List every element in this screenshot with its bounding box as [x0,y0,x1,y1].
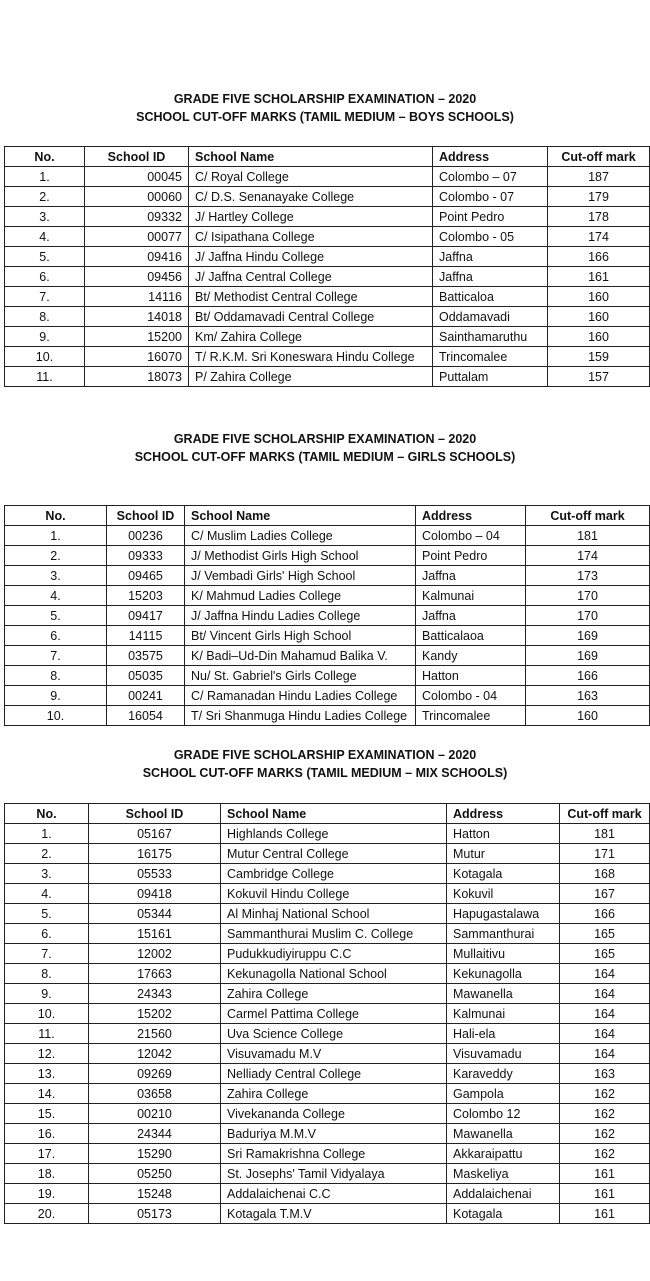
school-id: 15203 [107,586,185,606]
school-name: T/ Sri Shanmuga Hindu Ladies College [185,706,416,726]
table-header-row [5,804,650,824]
address: Colombo – 04 [416,526,526,546]
school-id: 14018 [85,307,189,327]
cutoff-mark: 161 [560,1164,650,1184]
row-number: 20. [5,1204,89,1224]
row-number: 4. [5,884,89,904]
school-id: 00060 [85,187,189,207]
school-id: 00210 [89,1104,221,1124]
address: Colombo - 04 [416,686,526,706]
address: Akkaraipattu [447,1144,560,1164]
school-id: 21560 [89,1024,221,1044]
school-id: 17663 [89,964,221,984]
address: Maskeliya [447,1164,560,1184]
row-number: 10. [5,706,107,726]
school-name: T/ R.K.M. Sri Koneswara Hindu College [189,347,433,367]
row-number: 4. [5,227,85,247]
table-row [5,626,650,646]
table-row [5,307,650,327]
school-id: 00077 [85,227,189,247]
cutoff-mark: 162 [560,1084,650,1104]
girls-title-line1: GRADE FIVE SCHOLARSHIP EXAMINATION – 2020 [173,432,477,446]
address: Sammanthurai [447,924,560,944]
row-number: 8. [5,307,85,327]
row-number: 7. [5,287,85,307]
mix-title-line2: SCHOOL CUT-OFF MARKS (TAMIL MEDIUM – MIX SCHOOLS) [142,766,508,780]
school-name: K/ Badi–Ud-Din Mahamud Balika V. [185,646,416,666]
row-number: 10. [5,1004,89,1024]
cutoff-mark: 164 [560,1044,650,1064]
cutoff-mark: 174 [548,227,650,247]
school-id: 15200 [85,327,189,347]
address: Trincomalee [416,706,526,726]
school-name: Pudukkudiyiruppu C.C [221,944,447,964]
school-name: Zahira College [221,984,447,1004]
address: Kotagala [447,864,560,884]
cutoff-mark: 167 [560,884,650,904]
address: Visuvamadu [447,1044,560,1064]
cutoff-mark: 179 [548,187,650,207]
address: Kandy [416,646,526,666]
cutoff-mark: 157 [548,367,650,387]
address: Kekunagolla [447,964,560,984]
school-name: J/ Methodist Girls High School [185,546,416,566]
address: Colombo 12 [447,1104,560,1124]
header-school-name: School Name [185,506,416,526]
address: Kalmunai [416,586,526,606]
row-number: 9. [5,686,107,706]
cutoff-mark: 164 [560,984,650,1004]
table-row [5,207,650,227]
table-row [5,1204,650,1224]
table-row [5,1004,650,1024]
row-number: 5. [5,904,89,924]
table-row [5,1024,650,1044]
header-school-id: School ID [107,506,185,526]
table-row [5,1184,650,1204]
row-number: 2. [5,844,89,864]
row-number: 2. [5,187,85,207]
school-name: Nu/ St. Gabriel's Girls College [185,666,416,686]
cutoff-mark: 161 [560,1204,650,1224]
row-number: 9. [5,327,85,347]
cutoff-mark: 163 [560,1064,650,1084]
school-id: 09456 [85,267,189,287]
table-row [5,646,650,666]
cutoff-mark: 164 [560,1024,650,1044]
cutoff-mark: 162 [560,1144,650,1164]
table-row [5,844,650,864]
school-name: C/ Muslim Ladies College [185,526,416,546]
row-number: 6. [5,267,85,287]
row-number: 5. [5,247,85,267]
address: Mawanella [447,984,560,1004]
cutoff-mark: 169 [526,646,650,666]
header-address: Address [447,804,560,824]
table-row [5,287,650,307]
row-number: 9. [5,984,89,1004]
boys-title-line2: SCHOOL CUT-OFF MARKS (TAMIL MEDIUM – BOYS SCHOOLS) [136,110,514,124]
cutoff-mark: 164 [560,964,650,984]
school-name: Visuvamadu M.V [221,1044,447,1064]
address: Point Pedro [433,207,548,227]
row-number: 13. [5,1064,89,1084]
school-id: 09418 [89,884,221,904]
row-number: 5. [5,606,107,626]
cutoff-mark: 165 [560,944,650,964]
header-cutoff: Cut-off mark [526,506,650,526]
school-name: Cambridge College [221,864,447,884]
header-school-name: School Name [189,147,433,167]
table-row [5,347,650,367]
row-number: 3. [5,566,107,586]
cutoff-mark: 170 [526,606,650,626]
school-name: Al Minhaj National School [221,904,447,924]
table-row [5,267,650,287]
school-id: 05344 [89,904,221,924]
row-number: 4. [5,586,107,606]
address: Point Pedro [416,546,526,566]
school-id: 09332 [85,207,189,227]
school-id: 14115 [107,626,185,646]
address: Gampola [447,1084,560,1104]
school-name: Km/ Zahira College [189,327,433,347]
school-name: J/ Jaffna Hindu College [189,247,433,267]
cutoff-mark: 181 [526,526,650,546]
school-id: 09416 [85,247,189,267]
cutoff-mark: 160 [548,307,650,327]
girls-title-line2: SCHOOL CUT-OFF MARKS (TAMIL MEDIUM – GIRLS SCHOOLS) [134,450,516,464]
row-number: 17. [5,1144,89,1164]
school-id: 18073 [85,367,189,387]
cutoff-mark: 166 [560,904,650,924]
school-id: 14116 [85,287,189,307]
mix-title-line1: GRADE FIVE SCHOLARSHIP EXAMINATION – 2020 [173,748,477,762]
school-id: 12002 [89,944,221,964]
school-id: 16070 [85,347,189,367]
school-name: Bt/ Methodist Central College [189,287,433,307]
row-number: 3. [5,207,85,227]
school-name: St. Josephs' Tamil Vidyalaya [221,1164,447,1184]
school-id: 05167 [89,824,221,844]
school-id: 05035 [107,666,185,686]
school-name: J/ Jaffna Central College [189,267,433,287]
row-number: 6. [5,626,107,646]
cutoff-mark: 159 [548,347,650,367]
address: Sainthamaruthu [433,327,548,347]
address: Hatton [416,666,526,686]
table-row [5,1124,650,1144]
school-name: J/ Jaffna Hindu Ladies College [185,606,416,626]
school-name: Addalaichenai C.C [221,1184,447,1204]
address: Colombo - 05 [433,227,548,247]
row-number: 12. [5,1044,89,1064]
school-name: C/ Isipathana College [189,227,433,247]
row-number: 15. [5,1104,89,1124]
school-id: 09465 [107,566,185,586]
table-row [5,706,650,726]
row-number: 16. [5,1124,89,1144]
address: Mullaitivu [447,944,560,964]
header-address: Address [416,506,526,526]
mix-table [4,803,650,1224]
school-name: Sammanthurai Muslim C. College [221,924,447,944]
school-id: 09333 [107,546,185,566]
row-number: 2. [5,546,107,566]
row-number: 14. [5,1084,89,1104]
address: Mawanella [447,1124,560,1144]
address: Jaffna [416,566,526,586]
school-name: Kotagala T.M.V [221,1204,447,1224]
row-number: 11. [5,367,85,387]
address: Batticalaoa [416,626,526,646]
cutoff-mark: 160 [548,327,650,347]
table-row [5,167,650,187]
row-number: 8. [5,964,89,984]
table-row [5,606,650,626]
address: Kotagala [447,1204,560,1224]
cutoff-mark: 160 [526,706,650,726]
school-name: Baduriya M.M.V [221,1124,447,1144]
cutoff-mark: 161 [548,267,650,287]
table-row [5,944,650,964]
school-id: 00241 [107,686,185,706]
boys-title-line1: GRADE FIVE SCHOLARSHIP EXAMINATION – 2020 [173,92,477,106]
cutoff-mark: 160 [548,287,650,307]
address: Hatton [447,824,560,844]
school-name: Mutur Central College [221,844,447,864]
cutoff-mark: 181 [560,824,650,844]
address: Jaffna [433,267,548,287]
cutoff-mark: 174 [526,546,650,566]
table-row [5,526,650,546]
school-name: J/ Hartley College [189,207,433,227]
table-header-row [5,147,650,167]
school-id: 00045 [85,167,189,187]
table-row [5,964,650,984]
address: Puttalam [433,367,548,387]
school-id: 15290 [89,1144,221,1164]
school-id: 03575 [107,646,185,666]
row-number: 7. [5,646,107,666]
header-school-id: School ID [89,804,221,824]
cutoff-mark: 178 [548,207,650,227]
school-name: C/ Ramanadan Hindu Ladies College [185,686,416,706]
header-cutoff: Cut-off mark [560,804,650,824]
school-name: Carmel Pattima College [221,1004,447,1024]
school-name: Kokuvil Hindu College [221,884,447,904]
table-header-row [5,506,650,526]
table-row [5,1144,650,1164]
school-id: 16054 [107,706,185,726]
school-name: Zahira College [221,1084,447,1104]
school-name: Nelliady Central College [221,1064,447,1084]
school-name: Vivekananda College [221,1104,447,1124]
row-number: 19. [5,1184,89,1204]
address: Oddamavadi [433,307,548,327]
address: Hali-ela [447,1024,560,1044]
cutoff-mark: 171 [560,844,650,864]
row-number: 18. [5,1164,89,1184]
school-name: Bt/ Vincent Girls High School [185,626,416,646]
school-id: 09417 [107,606,185,626]
row-number: 6. [5,924,89,944]
table-row [5,884,650,904]
address: Karaveddy [447,1064,560,1084]
cutoff-mark: 163 [526,686,650,706]
table-row [5,824,650,844]
table-row [5,227,650,247]
header-school-name: School Name [221,804,447,824]
table-row [5,1044,650,1064]
row-number: 1. [5,824,89,844]
table-row [5,247,650,267]
school-name: Bt/ Oddamavadi Central College [189,307,433,327]
school-id: 15248 [89,1184,221,1204]
row-number: 11. [5,1024,89,1044]
school-name: Sri Ramakrishna College [221,1144,447,1164]
address: Batticaloa [433,287,548,307]
row-number: 1. [5,526,107,546]
school-id: 15202 [89,1004,221,1024]
school-name: C/ D.S. Senanayake College [189,187,433,207]
school-id: 00236 [107,526,185,546]
address: Colombo - 07 [433,187,548,207]
girls-table [4,505,650,726]
table-row [5,1084,650,1104]
header-address: Address [433,147,548,167]
table-row [5,586,650,606]
row-number: 3. [5,864,89,884]
school-id: 03658 [89,1084,221,1104]
school-name: J/ Vembadi Girls' High School [185,566,416,586]
address: Addalaichenai [447,1184,560,1204]
school-id: 12042 [89,1044,221,1064]
school-id: 05173 [89,1204,221,1224]
header-no: No. [5,147,85,167]
cutoff-mark: 165 [560,924,650,944]
school-id: 16175 [89,844,221,864]
table-row [5,187,650,207]
address: Jaffna [416,606,526,626]
cutoff-mark: 173 [526,566,650,586]
table-row [5,1064,650,1084]
school-id: 09269 [89,1064,221,1084]
cutoff-mark: 166 [548,247,650,267]
cutoff-mark: 162 [560,1104,650,1124]
table-row [5,1164,650,1184]
table-row [5,984,650,1004]
cutoff-mark: 168 [560,864,650,884]
address: Kokuvil [447,884,560,904]
school-name: P/ Zahira College [189,367,433,387]
table-row [5,904,650,924]
cutoff-mark: 164 [560,1004,650,1024]
cutoff-mark: 187 [548,167,650,187]
school-id: 15161 [89,924,221,944]
address: Colombo – 07 [433,167,548,187]
school-name: Highlands College [221,824,447,844]
table-row [5,327,650,347]
table-row [5,367,650,387]
table-row [5,924,650,944]
school-id: 24344 [89,1124,221,1144]
address: Hapugastalawa [447,904,560,924]
header-no: No. [5,506,107,526]
row-number: 10. [5,347,85,367]
table-row [5,666,650,686]
cutoff-mark: 162 [560,1124,650,1144]
school-id: 05533 [89,864,221,884]
cutoff-mark: 161 [560,1184,650,1204]
boys-table [4,146,650,387]
header-school-id: School ID [85,147,189,167]
school-name: K/ Mahmud Ladies College [185,586,416,606]
address: Mutur [447,844,560,864]
cutoff-mark: 170 [526,586,650,606]
header-no: No. [5,804,89,824]
table-row [5,1104,650,1124]
row-number: 1. [5,167,85,187]
school-id: 24343 [89,984,221,1004]
address: Jaffna [433,247,548,267]
school-name: Uva Science College [221,1024,447,1044]
address: Trincomalee [433,347,548,367]
table-row [5,546,650,566]
table-row [5,566,650,586]
cutoff-mark: 169 [526,626,650,646]
row-number: 7. [5,944,89,964]
cutoff-mark: 166 [526,666,650,686]
row-number: 8. [5,666,107,686]
address: Kalmunai [447,1004,560,1024]
school-name: C/ Royal College [189,167,433,187]
table-row [5,686,650,706]
school-name: Kekunagolla National School [221,964,447,984]
header-cutoff: Cut-off mark [548,147,650,167]
table-row [5,864,650,884]
school-id: 05250 [89,1164,221,1184]
